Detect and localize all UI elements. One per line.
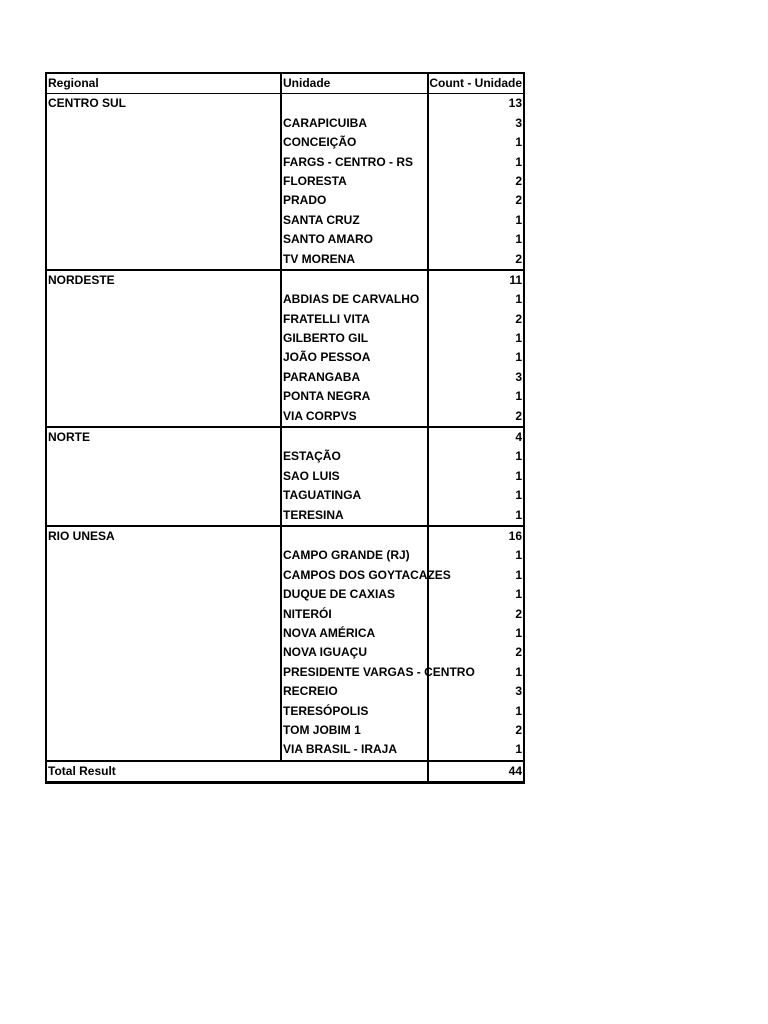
unidade-row [47, 682, 523, 701]
unidade-row [47, 230, 523, 249]
unidade-count-cell[interactable]: 1 [427, 447, 523, 466]
regional-empty-cell[interactable] [47, 348, 280, 367]
unidade-count-cell[interactable]: 2 [427, 721, 523, 740]
unidade-row [47, 624, 523, 643]
regional-row [47, 269, 523, 290]
regional-empty-cell[interactable] [47, 467, 280, 486]
unidade-name-cell[interactable]: TV MORENA [280, 250, 427, 269]
unidade-name-cell[interactable]: GILBERTO GIL [280, 329, 427, 348]
regional-empty-cell[interactable] [47, 682, 280, 701]
unidade-count-cell[interactable]: 1 [427, 153, 523, 172]
unidade-name-cell[interactable]: TERESÓPOLIS [280, 702, 427, 721]
regional-empty-cell[interactable] [47, 740, 280, 759]
regional-count-cell[interactable]: 16 [427, 527, 523, 546]
unidade-row [47, 387, 523, 406]
total-empty-cell[interactable] [280, 762, 427, 781]
regional-count-cell[interactable]: 4 [427, 428, 523, 447]
unidade-name-cell[interactable]: NITERÓI [280, 605, 427, 624]
unidade-name-cell[interactable]: SANTA CRUZ [280, 211, 427, 230]
regional-empty-cell[interactable] [47, 486, 280, 505]
unidade-count-cell[interactable]: 2 [427, 172, 523, 191]
unidade-count-cell[interactable]: 1 [427, 506, 523, 525]
unidade-count-cell[interactable]: 1 [427, 702, 523, 721]
unidade-count-cell[interactable]: 1 [427, 348, 523, 367]
unidade-empty-cell[interactable] [280, 94, 427, 113]
unidade-empty-cell[interactable] [280, 271, 427, 290]
unidade-name-cell[interactable]: JOÃO PESSOA [280, 348, 427, 367]
unidade-row [47, 605, 523, 624]
total-count[interactable]: 44 [427, 762, 523, 781]
regional-empty-cell[interactable] [47, 663, 280, 682]
regional-empty-cell[interactable] [47, 191, 280, 210]
header-unidade[interactable]: Unidade [280, 74, 427, 93]
unidade-row [47, 663, 523, 682]
unidade-name-cell[interactable]: FARGS - CENTRO - RS [280, 153, 427, 172]
unidade-count-cell[interactable]: 1 [427, 290, 523, 309]
table-body [47, 94, 523, 759]
unidade-row [47, 368, 523, 387]
unidade-count-cell[interactable]: 3 [427, 114, 523, 133]
regional-empty-cell[interactable] [47, 250, 280, 269]
regional-cell[interactable]: CENTRO SUL [48, 96, 126, 111]
unidade-count-cell[interactable]: 3 [427, 368, 523, 387]
regional-cell[interactable]: NORDESTE [48, 272, 115, 287]
unidade-name-cell[interactable]: TAGUATINGA [280, 486, 427, 505]
unidade-name-cell[interactable]: CONCEIÇÃO [280, 133, 427, 152]
unidade-row [47, 211, 523, 230]
regional-empty-cell[interactable] [47, 585, 280, 604]
unidade-name-cell[interactable]: PARANGABA [280, 368, 427, 387]
unidade-name-cell[interactable]: RECREIO [280, 682, 427, 701]
unidade-empty-cell[interactable] [280, 527, 427, 546]
unidade-row [47, 447, 523, 466]
unidade-row [47, 250, 523, 269]
unidade-row [47, 566, 523, 585]
unidade-row [47, 133, 523, 152]
regional-empty-cell[interactable] [47, 447, 280, 466]
unidade-name-cell[interactable]: ABDIAS DE CARVALHO [280, 290, 427, 309]
regional-empty-cell[interactable] [47, 329, 280, 348]
unidade-row [47, 172, 523, 191]
regional-cell[interactable]: NORTE [48, 430, 90, 445]
header-count[interactable]: Count - Unidade [427, 74, 523, 93]
unidade-count-cell[interactable]: 2 [427, 605, 523, 624]
regional-empty-cell[interactable] [47, 211, 280, 230]
regional-empty-cell[interactable] [47, 153, 280, 172]
unidade-row [47, 329, 523, 348]
unidade-count-cell[interactable]: 1 [427, 230, 523, 249]
unidade-count-cell[interactable]: 1 [427, 546, 523, 565]
unidade-row [47, 486, 523, 505]
regional-row [47, 525, 523, 546]
unidade-name-cell[interactable]: TERESINA [280, 506, 427, 525]
unidade-name-cell[interactable]: NOVA IGUAÇU [280, 643, 427, 662]
unidade-name-cell[interactable]: VIA CORPVS [280, 407, 427, 426]
unidade-name-cell[interactable]: CAMPO GRANDE (RJ) [280, 546, 427, 565]
header-regional[interactable]: Regional [48, 76, 99, 90]
unidade-row [47, 310, 523, 329]
unidade-count-cell[interactable]: 2 [427, 643, 523, 662]
unidade-name-cell[interactable]: PONTA NEGRA [280, 387, 427, 406]
regional-empty-cell[interactable] [47, 114, 280, 133]
unidade-count-cell[interactable]: 1 [427, 566, 523, 585]
unidade-name-cell[interactable]: NOVA AMÉRICA [280, 624, 427, 643]
unidade-name-cell[interactable]: VIA BRASIL - IRAJA [280, 740, 427, 759]
unidade-count-cell[interactable]: 1 [427, 624, 523, 643]
unidade-count-cell[interactable]: 1 [427, 387, 523, 406]
unidade-row [47, 740, 523, 759]
regional-empty-cell[interactable] [47, 310, 280, 329]
unidade-count-cell[interactable]: 1 [427, 486, 523, 505]
unidade-row [47, 721, 523, 740]
regional-count-cell[interactable]: 11 [427, 271, 523, 290]
unidade-row [47, 153, 523, 172]
unidade-name-cell[interactable]: SANTO AMARO [280, 230, 427, 249]
unidade-name-cell[interactable]: CAMPOS DOS GOYTACAZES [280, 566, 427, 585]
unidade-name-cell[interactable]: FLORESTA [280, 172, 427, 191]
unidade-row [47, 643, 523, 662]
unidade-row [47, 290, 523, 309]
unidade-row [47, 546, 523, 565]
unidade-row [47, 467, 523, 486]
unidade-row [47, 702, 523, 721]
unidade-count-cell[interactable]: 3 [427, 682, 523, 701]
regional-empty-cell[interactable] [47, 387, 280, 406]
regional-row [47, 426, 523, 447]
regional-empty-cell[interactable] [47, 702, 280, 721]
unidade-empty-cell[interactable] [280, 428, 427, 447]
regional-empty-cell[interactable] [47, 643, 280, 662]
regional-empty-cell[interactable] [47, 368, 280, 387]
unidade-name-cell[interactable]: TOM JOBIM 1 [280, 721, 427, 740]
regional-row [47, 94, 523, 113]
regional-empty-cell[interactable] [47, 566, 280, 585]
unidade-row [47, 191, 523, 210]
unidade-count-cell[interactable]: 2 [427, 250, 523, 269]
unidade-count-cell[interactable]: 1 [427, 663, 523, 682]
regional-empty-cell[interactable] [47, 172, 280, 191]
unidade-count-cell[interactable]: 1 [427, 329, 523, 348]
unidade-count-cell[interactable]: 1 [427, 211, 523, 230]
pivot-table [45, 72, 525, 784]
unidade-count-cell[interactable]: 1 [427, 740, 523, 759]
total-label[interactable]: Total Result [48, 763, 116, 778]
unidade-name-cell[interactable]: ESTAÇÃO [280, 447, 427, 466]
regional-cell[interactable]: RIO UNESA [48, 528, 115, 543]
unidade-row [47, 348, 523, 367]
regional-count-cell[interactable]: 13 [427, 94, 523, 113]
unidade-row [47, 585, 523, 604]
regional-empty-cell[interactable] [47, 605, 280, 624]
unidade-count-cell[interactable]: 1 [427, 467, 523, 486]
unidade-name-cell[interactable]: PRESIDENTE VARGAS - CENTRO [280, 663, 427, 682]
header-row [47, 74, 523, 94]
unidade-count-cell[interactable]: 2 [427, 191, 523, 210]
unidade-count-cell[interactable]: 1 [427, 133, 523, 152]
unidade-row [47, 407, 523, 426]
unidade-name-cell[interactable]: SAO LUIS [280, 467, 427, 486]
regional-empty-cell[interactable] [47, 624, 280, 643]
unidade-name-cell[interactable]: FRATELLI VITA [280, 310, 427, 329]
unidade-name-cell[interactable]: PRADO [280, 191, 427, 210]
regional-empty-cell[interactable] [47, 546, 280, 565]
unidade-count-cell[interactable]: 1 [427, 585, 523, 604]
regional-empty-cell[interactable] [47, 230, 280, 249]
regional-empty-cell[interactable] [47, 506, 280, 525]
unidade-row [47, 114, 523, 133]
regional-empty-cell[interactable] [47, 721, 280, 740]
unidade-count-cell[interactable]: 2 [427, 407, 523, 426]
unidade-count-cell[interactable]: 2 [427, 310, 523, 329]
regional-empty-cell[interactable] [47, 133, 280, 152]
unidade-row [47, 506, 523, 525]
unidade-name-cell[interactable]: CARAPICUIBA [280, 114, 427, 133]
regional-empty-cell[interactable] [47, 407, 280, 426]
regional-empty-cell[interactable] [47, 290, 280, 309]
unidade-name-cell[interactable]: DUQUE DE CAXIAS [280, 585, 427, 604]
total-row [47, 760, 523, 781]
